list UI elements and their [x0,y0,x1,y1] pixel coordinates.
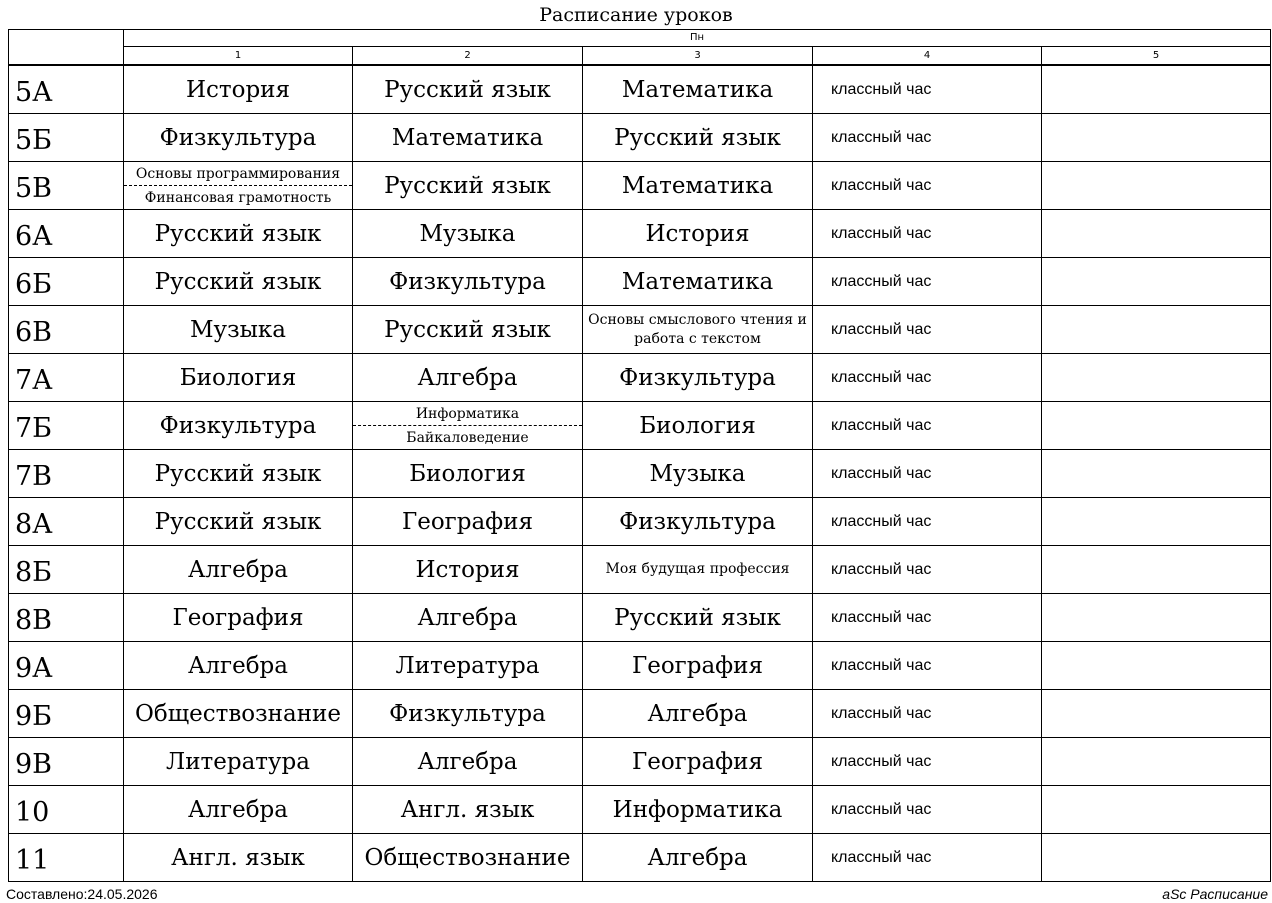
group-lesson-bottom: Финансовая грамотность [144,189,332,206]
lesson-cell: классный час [813,306,1042,354]
lesson-cell: Основы смыслового чтения и работа с текстом [583,306,813,354]
lesson-cell: Математика [583,258,813,306]
lesson-cell: классный час [813,786,1042,834]
lesson-cell: Русский язык [583,594,813,642]
lesson-cell: Моя будущая профессия [583,546,813,594]
split-lesson-cell [353,402,583,450]
empty-cell [1042,306,1271,354]
lesson-cell: История [124,65,353,114]
lesson-cell: Биология [583,402,813,450]
class-label: 10 [9,786,124,834]
lesson-cell: Алгебра [353,738,583,786]
lesson-cell: География [583,642,813,690]
lesson-cell: Русский язык [124,450,353,498]
lesson-cell: классный час [813,738,1042,786]
class-label: 9В [9,738,124,786]
lesson-cell: Англ. язык [353,786,583,834]
lesson-cell: Англ. язык [124,834,353,882]
lesson-cell: Русский язык [124,210,353,258]
lesson-cell: Алгебра [353,354,583,402]
period-header-1: 1 [124,47,353,66]
group-lesson-top: Основы программирования [124,162,352,186]
lesson-cell: Музыка [583,450,813,498]
class-label: 6В [9,306,124,354]
class-label: 6А [9,210,124,258]
lesson-cell: классный час [813,65,1042,114]
empty-cell [1042,834,1271,882]
lesson-cell: классный час [813,402,1042,450]
empty-cell [1042,786,1271,834]
lesson-cell: Физкультура [583,498,813,546]
empty-cell [1042,546,1271,594]
empty-cell [1042,642,1271,690]
lesson-cell: классный час [813,354,1042,402]
lesson-cell: География [124,594,353,642]
lesson-cell: Русский язык [124,498,353,546]
lesson-cell: Музыка [353,210,583,258]
lesson-cell: Алгебра [124,786,353,834]
empty-cell [1042,162,1271,210]
lesson-cell: Обществознание [353,834,583,882]
lesson-cell: Информатика [583,786,813,834]
lesson-cell: Русский язык [353,65,583,114]
group-lesson-top: Информатика [353,402,582,426]
lesson-cell: классный час [813,114,1042,162]
class-label: 9А [9,642,124,690]
lesson-cell: Литература [353,642,583,690]
empty-cell [1042,65,1271,114]
table-row [9,306,1271,354]
table-row [9,642,1271,690]
lesson-cell: Биология [124,354,353,402]
class-label: 8Б [9,546,124,594]
table-row [9,594,1271,642]
lesson-cell: Русский язык [583,114,813,162]
empty-cell [1042,738,1271,786]
schedule-table [8,29,1271,882]
empty-cell [1042,402,1271,450]
empty-cell [1042,690,1271,738]
lesson-cell: История [353,546,583,594]
lesson-cell: Биология [353,450,583,498]
lesson-cell: Русский язык [353,162,583,210]
empty-cell [1042,210,1271,258]
table-row [9,690,1271,738]
table-row [9,498,1271,546]
class-label: 11 [9,834,124,882]
empty-cell [1042,498,1271,546]
table-row [9,402,1271,450]
class-label: 5В [9,162,124,210]
class-label: 5Б [9,114,124,162]
lesson-cell: Физкультура [124,114,353,162]
table-row [9,210,1271,258]
class-label: 8А [9,498,124,546]
class-label: 7А [9,354,124,402]
class-label: 7Б [9,402,124,450]
lesson-cell: Математика [583,162,813,210]
lesson-cell: классный час [813,546,1042,594]
corner-cell [9,30,124,66]
lesson-cell: классный час [813,834,1042,882]
lesson-cell: Физкультура [353,258,583,306]
compiled-date: Составлено:24.05.2026 [6,886,158,902]
period-header-3: 3 [583,47,813,66]
lesson-cell: Русский язык [124,258,353,306]
lesson-cell: Музыка [124,306,353,354]
lesson-cell: География [583,738,813,786]
split-lesson-cell [124,162,353,210]
class-label: 6Б [9,258,124,306]
app-credit: aSc Расписание [1162,886,1268,902]
lesson-cell: Алгебра [583,690,813,738]
empty-cell [1042,114,1271,162]
lesson-cell: Физкультура [124,402,353,450]
period-header-4: 4 [813,47,1042,66]
empty-cell [1042,258,1271,306]
table-row [9,546,1271,594]
class-label: 5А [9,65,124,114]
table-row [9,738,1271,786]
table-row [9,258,1271,306]
class-label: 9Б [9,690,124,738]
lesson-cell: классный час [813,258,1042,306]
lesson-cell: классный час [813,594,1042,642]
period-header-2: 2 [353,47,583,66]
lesson-cell: Алгебра [124,642,353,690]
empty-cell [1042,594,1271,642]
lesson-cell: классный час [813,162,1042,210]
empty-cell [1042,450,1271,498]
lesson-cell: классный час [813,690,1042,738]
period-header-5: 5 [1042,47,1271,66]
table-row [9,834,1271,882]
table-row [9,65,1271,114]
table-row [9,450,1271,498]
lesson-cell: Физкультура [353,690,583,738]
group-lesson-bottom: Байкаловедение [406,429,529,446]
lesson-cell: Русский язык [353,306,583,354]
lesson-cell: классный час [813,642,1042,690]
lesson-cell: классный час [813,210,1042,258]
lesson-cell: классный час [813,450,1042,498]
lesson-cell: Физкультура [583,354,813,402]
table-row [9,786,1271,834]
class-label: 7В [9,450,124,498]
lesson-cell: классный час [813,498,1042,546]
lesson-cell: История [583,210,813,258]
lesson-cell: Математика [583,65,813,114]
lesson-cell: Алгебра [583,834,813,882]
lesson-cell: Математика [353,114,583,162]
lesson-cell: Алгебра [124,546,353,594]
lesson-cell: Литература [124,738,353,786]
empty-cell [1042,354,1271,402]
day-header: Пн [124,30,1271,47]
table-row [9,114,1271,162]
table-row [9,162,1271,210]
table-row [9,354,1271,402]
lesson-cell: Алгебра [353,594,583,642]
lesson-cell: География [353,498,583,546]
class-label: 8В [9,594,124,642]
page-title: Расписание уроков [539,4,733,26]
lesson-cell: Обществознание [124,690,353,738]
